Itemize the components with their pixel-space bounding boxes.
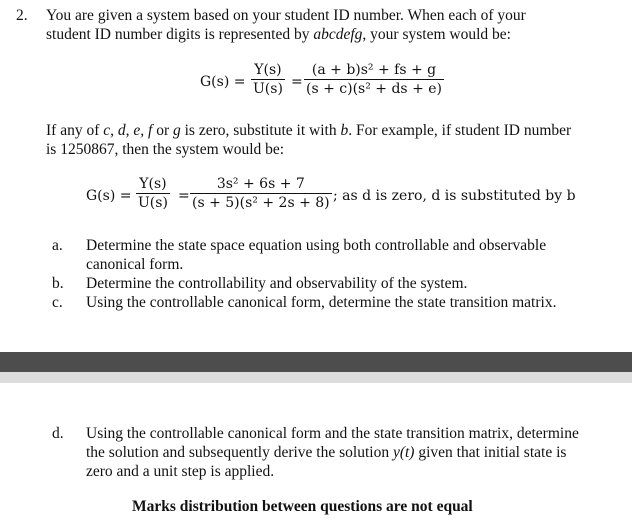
part-a-line-2: canonical form. <box>86 256 184 273</box>
example-eq-fraction-poly: 3s² + 6s + 7 (s + 5)(s² + 2s + 8) <box>192 176 330 211</box>
page-separator-light <box>0 372 632 383</box>
intro-line-1: You are given a system based on your student ID number. When each of your <box>46 7 526 24</box>
example-eq-equals: = <box>178 188 190 204</box>
rule-line-1: If any of c, d, e, f or g is zero, substitute it with b. For example, if student ID number <box>46 122 572 139</box>
question-number: 2. <box>16 7 28 24</box>
part-d-line-2: the solution and subsequently derive the solution y(t) given that initial state is <box>86 444 567 461</box>
example-eq-lhs: G(s) = <box>86 188 132 204</box>
page-separator-dark <box>0 352 632 372</box>
intro-line-2: student ID number digits is represented by abcdefg, your system would be: <box>46 26 511 43</box>
marks-distribution-note: Marks distribution between questions are not equal <box>132 498 473 515</box>
rule-line-2: is 1250867, then the system would be: <box>46 141 285 158</box>
part-c-label: c. <box>52 294 63 311</box>
part-a-line-1: Determine the state space equation using both controllable and observable <box>86 237 547 254</box>
example-eq-fraction-io: Y(s) U(s) <box>138 176 168 211</box>
part-d-line-1: Using the controllable canonical form and the state transition matrix, determine <box>86 425 579 442</box>
part-d-line-3: zero and a unit step is applied. <box>86 463 275 480</box>
general-eq-fraction-poly: (a + b)s² + fs + g (s + c)(s² + ds + e) <box>306 62 442 97</box>
part-a-label: a. <box>52 237 63 254</box>
general-eq-lhs: G(s) = <box>200 74 246 90</box>
part-b-label: b. <box>52 275 64 292</box>
general-eq-equals: = <box>291 74 303 90</box>
part-d-label: d. <box>52 425 64 442</box>
part-b-text: Determine the controllability and observability of the system. <box>86 275 468 292</box>
example-eq-note: ; as d is zero, d is substituted by b <box>333 188 576 204</box>
general-eq-fraction-io: Y(s) U(s) <box>253 62 283 97</box>
part-c-text: Using the controllable canonical form, determine the state transition matrix. <box>86 294 557 311</box>
